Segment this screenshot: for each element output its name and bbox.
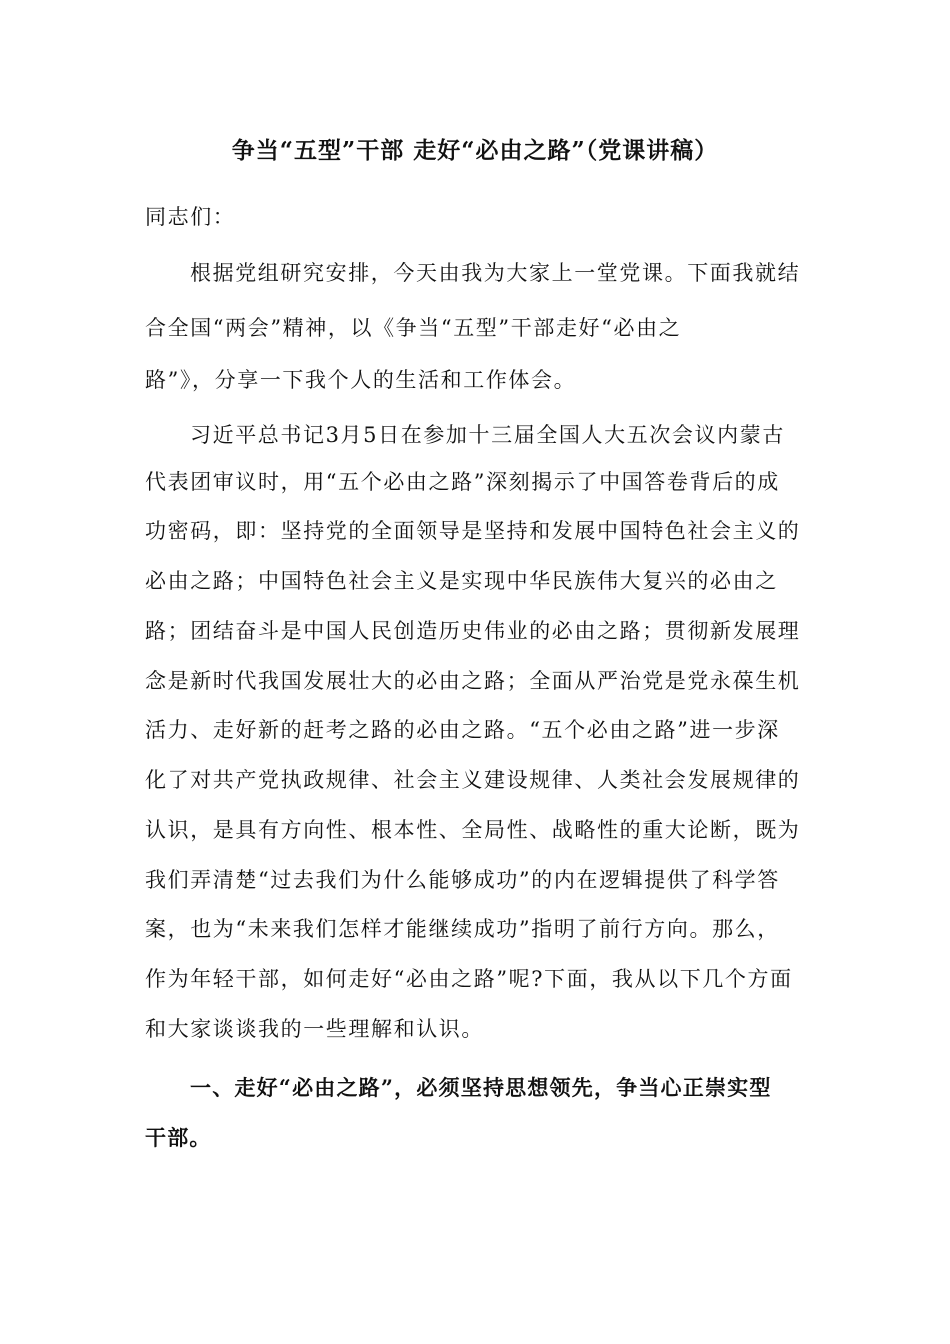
paragraph-line: 和大家谈谈我的一些理解和认识。 (145, 1017, 484, 1041)
paragraph-line: 必由之路；中国特色社会主义是实现中华民族伟大复兴的必由之 (145, 569, 778, 593)
paragraph-line: 作为年轻干部，如何走好“必由之路”呢?下面，我从以下几个方面 (145, 967, 793, 991)
salutation: 同志们： (145, 205, 236, 229)
paragraph-line: 念是新时代我国发展壮大的必由之路；全面从严治党是党永葆生机 (145, 669, 801, 693)
paragraph-line: 功密码，即：坚持党的全面领导是坚持和发展中国特色社会主义的 (145, 519, 801, 543)
document-title: 争当“五型”干部 走好“必由之路”（党课讲稿） (231, 137, 719, 164)
paragraph-line: 我们弄清楚“过去我们为什么能够成功”的内在逻辑提供了科学答 (145, 868, 780, 892)
paragraph-line: 路；团结奋斗是中国人民创造历史伟业的必由之路；贯彻新发展理 (145, 619, 801, 643)
section-heading: 一、走好“必由之路”，必须坚持思想领先，争当心正崇实型 (190, 1075, 772, 1100)
paragraph-line: 化了对共产党执政规律、社会主义建设规律、人类社会发展规律的 (145, 768, 801, 792)
paragraph-line: 合全国“两会”精神，以《争当“五型”干部走好“必由之 (145, 316, 682, 340)
paragraph-line: 活力、走好新的赶考之路的必由之路。“五个必由之路”进一步深 (145, 718, 780, 742)
paragraph-line: 路”》，分享一下我个人的生活和工作体会。 (145, 368, 577, 392)
paragraph-line: 习近平总书记3月5日在参加十三届全国人大五次会议内蒙古 (190, 423, 785, 447)
paragraph-line: 根据党组研究安排，今天由我为大家上一堂党课。下面我就结 (190, 261, 801, 285)
paragraph-line: 代表团审议时，用“五个必由之路”深刻揭示了中国答卷背后的成 (145, 470, 780, 494)
paragraph-line: 认识，是具有方向性、根本性、全局性、战略性的重大论断，既为 (145, 818, 801, 842)
paragraph-line: 案，也为“未来我们怎样才能继续成功”指明了前行方向。那么， (145, 917, 780, 941)
section-heading: 干部。 (145, 1125, 212, 1150)
